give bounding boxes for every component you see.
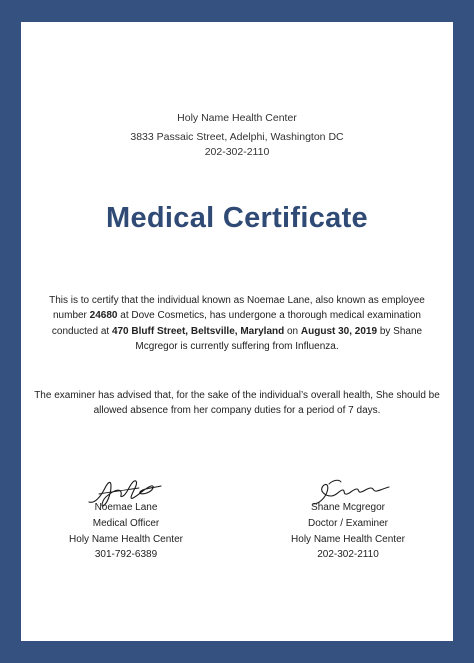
signature-block-right [243,474,453,563]
signatory-right-name: Shane Mcgregor [311,502,385,513]
examiner-advice: The examiner has advised that, for the sake of the individual’s overall health, She should be allowed absence from her company duties for a period of 7 days. [34,390,440,417]
employee-number: 24680 [89,310,118,322]
header-address: 3833 Passaic Street, Adelphi, Washington DC [130,131,344,143]
header-organization: Holy Name Health Center [177,112,297,124]
certificate-title: Medical Certificate [106,202,368,234]
statement-part-3: on [284,325,301,337]
signatory-right-role: Doctor / Examiner [307,517,389,529]
header-phone: 202-302-2110 [204,146,270,158]
statement-part-1: This is to certify that the individual known as Noemae Lane, also known as employee number [49,295,425,322]
statement-part-2: at Dove Cosmetics, has undergone a thorough medical examination conducted at [51,310,421,337]
signature-block-left [21,474,231,563]
examination-location: 470 Bluff Street, Beltsville, Maryland [111,325,285,337]
signatory-left-phone: 301-792-6389 [94,549,158,561]
signatory-right-organization: Holy Name Health Center [291,533,405,545]
signatory-left-name: Noemae Lane [94,502,158,513]
certificate-sheet [21,22,453,641]
signatory-left-role: Medical Officer [92,517,160,529]
certificate-header [21,111,453,160]
certificate-statement [41,293,433,355]
statement-part-4: by Shane Mcgregor is currently suffering from Influenza. [135,325,423,353]
examination-date: August 30, 2019 [300,325,378,337]
signatory-left-organization: Holy Name Health Center [69,533,183,545]
signatory-right-phone: 202-302-2110 [317,549,379,561]
